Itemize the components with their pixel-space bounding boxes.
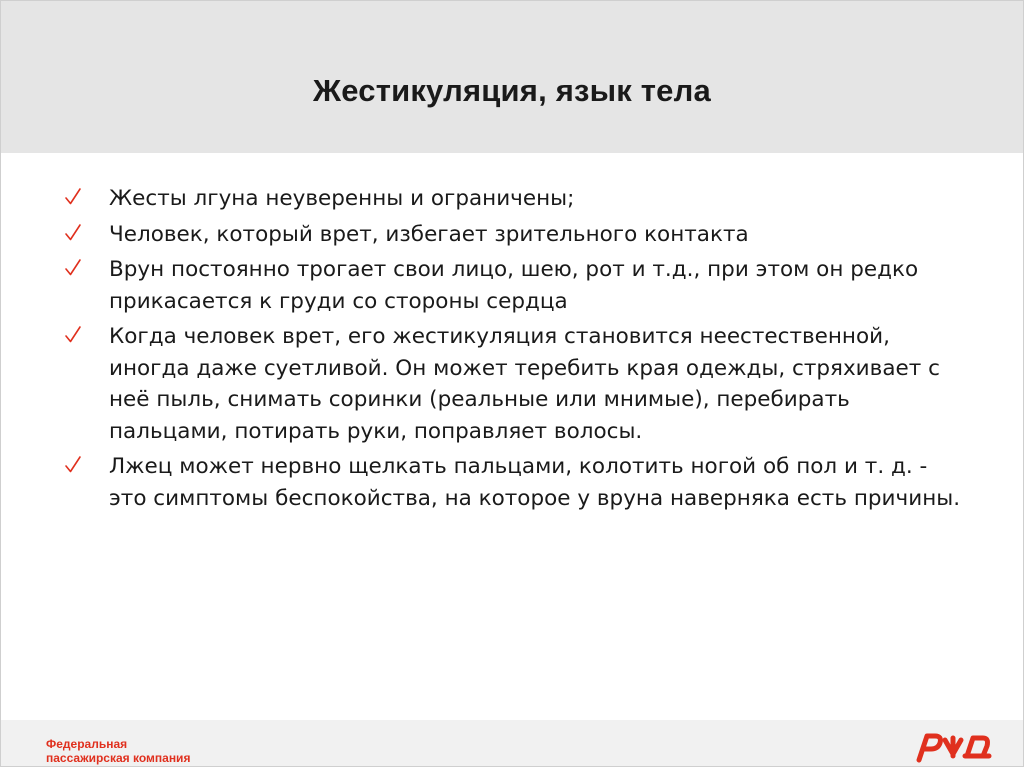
bullet-text: Лжец может нервно щелкать пальцами, колотить ногой об пол и т. д. - это симптомы беспокойства, на которое у вруна наверняка есть причины. (109, 454, 961, 511)
bullet-text: Врун постоянно трогает свои лицо, шею, рот и т.д., при этом он редко прикасается к груди со стороны сердца (109, 257, 919, 314)
company-name (46, 737, 190, 765)
check-icon (63, 321, 83, 349)
bullet-text: Человек, который врет, избегает зрительного контакта (109, 221, 749, 247)
bullet-item (63, 254, 963, 317)
bullet-list (63, 183, 963, 518)
check-icon (63, 451, 83, 479)
company-name-line2: пассажирская компания (46, 751, 191, 765)
check-icon (63, 219, 83, 247)
bullet-text: Когда человек врет, его жестикуляция становится неестественной, иногда даже суетливой. Он может теребить края одежды, стряхивает с неё пыль, снимать соринки (реальные или мнимые), перебирать пальцами, потирать руки, поправляет волосы. (109, 324, 940, 444)
bullet-item (63, 183, 963, 215)
bullet-item (63, 321, 963, 447)
company-name-line1: Федеральная (46, 737, 128, 751)
check-icon (63, 254, 83, 282)
bullet-text: Жесты лгуна неуверенны и ограничены; (109, 186, 575, 211)
slide-title: Жестикуляция, язык тела (313, 73, 711, 108)
check-icon (63, 183, 83, 211)
bullet-item (63, 219, 963, 251)
rzd-logo-icon (913, 726, 993, 764)
bullet-item (63, 451, 963, 514)
